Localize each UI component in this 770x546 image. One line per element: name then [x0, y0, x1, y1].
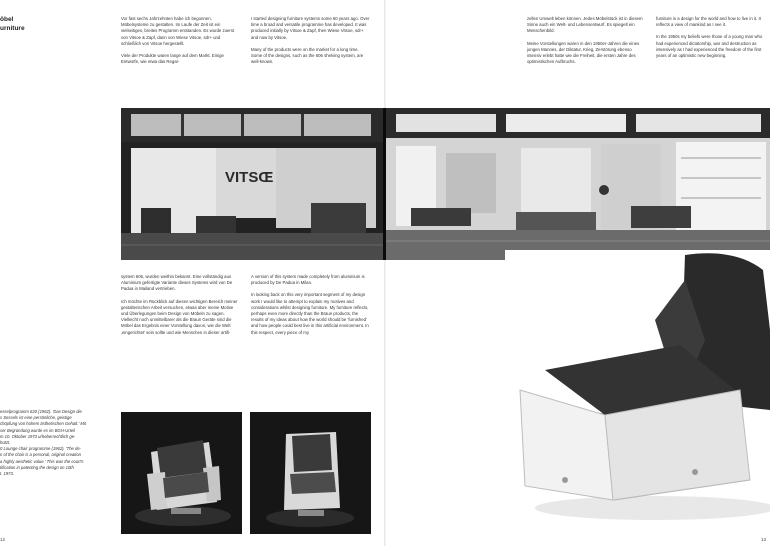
caption-line: n of the chair is a personal, original creation [0, 452, 82, 458]
paragraph: In the 1950s my beliefs were those of a young man who had experienced dictatorship, war and destruction as intensively as I had experienced the freedom of the first years of an optimistic new beginning. [656, 34, 763, 59]
caption-line: esselprogramm 620 (1962). 'Das Design die [0, 409, 82, 414]
paragraph: A version of this system made completely from aluminium is produced by De Padua in Milan. [251, 274, 365, 286]
text-column-german-mid [121, 274, 238, 342]
title-german: öbel [0, 16, 14, 23]
page-number-left: 12 [0, 537, 6, 542]
section-title [0, 16, 25, 33]
paragraph: In looking back on this very important segment of my design work I would like to attempt to explain my motives and considerations whilst designing furniture. My furniture reflects, perhaps even more directly than the Braun products, the results of my ideas about how the world should be 'furnished' and how people could best live in this artificial environment. In this respect, every piece of my [251, 292, 369, 335]
text-column-english-top [251, 16, 371, 71]
paragraph: Many of the products were on the market for a long time. Some of the designs, such as the 606 shelving system, are well-known. [251, 46, 364, 65]
caption-line: hützt. [0, 440, 11, 446]
lounge-chair-photo-front [121, 412, 242, 534]
paragraph: Meine Vorstellungen waren in den 1950er-Jahren die eines jungen Mannes, der Diktatur, Krieg, Zerstörung ebenso intensiv erlebt hatte wie die Freiheit, die ersten Jahre des optimistischen Aufbruchs. [527, 40, 640, 65]
caption-line: a highly aesthetic value.' This was the court's [0, 458, 84, 464]
paragraph: furniture is a design for the world and how to live in it. It reflects a view of mankind as I see it. [656, 16, 761, 28]
paragraph: Vor fast sechs Jahrzehnten habe ich begonnen, Möbelsysteme zu gestalten. Im Laufe der Zeit ist ein vielseitiges, breites Programm entstanden. Es wurde zuerst von Vitsoe & Zapf, dann von Wiese Vitsoe, sdr+ und schließlich von Vitsoe hergestellt. [121, 16, 235, 46]
text-column-german-top [121, 16, 238, 71]
showroom-photo [121, 108, 770, 260]
caption-line: 0 Lounge chair programme (1962). 'The de- [0, 446, 82, 452]
caption-line: t. 1973. [0, 471, 14, 477]
figure-caption [0, 409, 108, 477]
caption-line: ser Begründung wurde es im BGH-Urteil [0, 427, 75, 433]
caption-line: s Sessels ist eine persönliche, geistige [0, 415, 72, 421]
caption-line: chöpfung von hohem ästhetischen Gehalt.' Mit [0, 421, 86, 427]
page-number-right: 13 [760, 537, 766, 542]
paragraph: system 606, wurden weithin bekannt. Eine vollständig aus Aluminium gefertigte Variante dieses Systems wird von De Padua in Mailand vertrieben. [121, 274, 233, 292]
paragraph: Viele der Produkte waren lange auf dem Markt. Einige Entwürfe, wie etwa das Regal- [121, 53, 224, 65]
caption-line: tification in patenting the design on 10th [0, 464, 74, 470]
store-sign-text: VITSŒ [225, 169, 274, 186]
title-english: urniture [0, 24, 25, 32]
caption-line: m 10. Oktober 1973 urheberrechtlich ge- [0, 433, 76, 439]
paragraph: Ich möchte im Rückblick auf diesen wichtigen Bereich meiner gestalterischen Arbeit versuchen, etwas über meine Motive und Überlegungen beim Design von Möbeln zu sagen. Vielleicht noch unmittelbarer als die Braun Geräte sind die Möbel das Ergebnis einer Vorstellung davon, wie die Welt ‚eingerichtet' sein sollte und wie Menschen in dieser artifi- [121, 298, 238, 335]
text-column-english-right [656, 16, 770, 65]
lounge-chair-photo-side [250, 412, 371, 534]
book-gutter [384, 0, 386, 546]
text-column-german-right [527, 16, 644, 71]
text-column-english-mid [251, 274, 371, 342]
sofa-photo [505, 250, 770, 530]
paragraph: I started designing furniture systems some 60 years ago. Over time a broad and versatile programme has developed. It was produced initially by Vitsoe & Zapf, then Wiese Vitsoe, sdr+ and now by Vitsoe. [251, 16, 370, 40]
paragraph: zellen Umwelt leben können. Jedes Möbelstück ist in diesem Sinne auch ein Welt- und Lebensentwurf. Es spiegelt ein Menschenbild. [527, 16, 643, 34]
